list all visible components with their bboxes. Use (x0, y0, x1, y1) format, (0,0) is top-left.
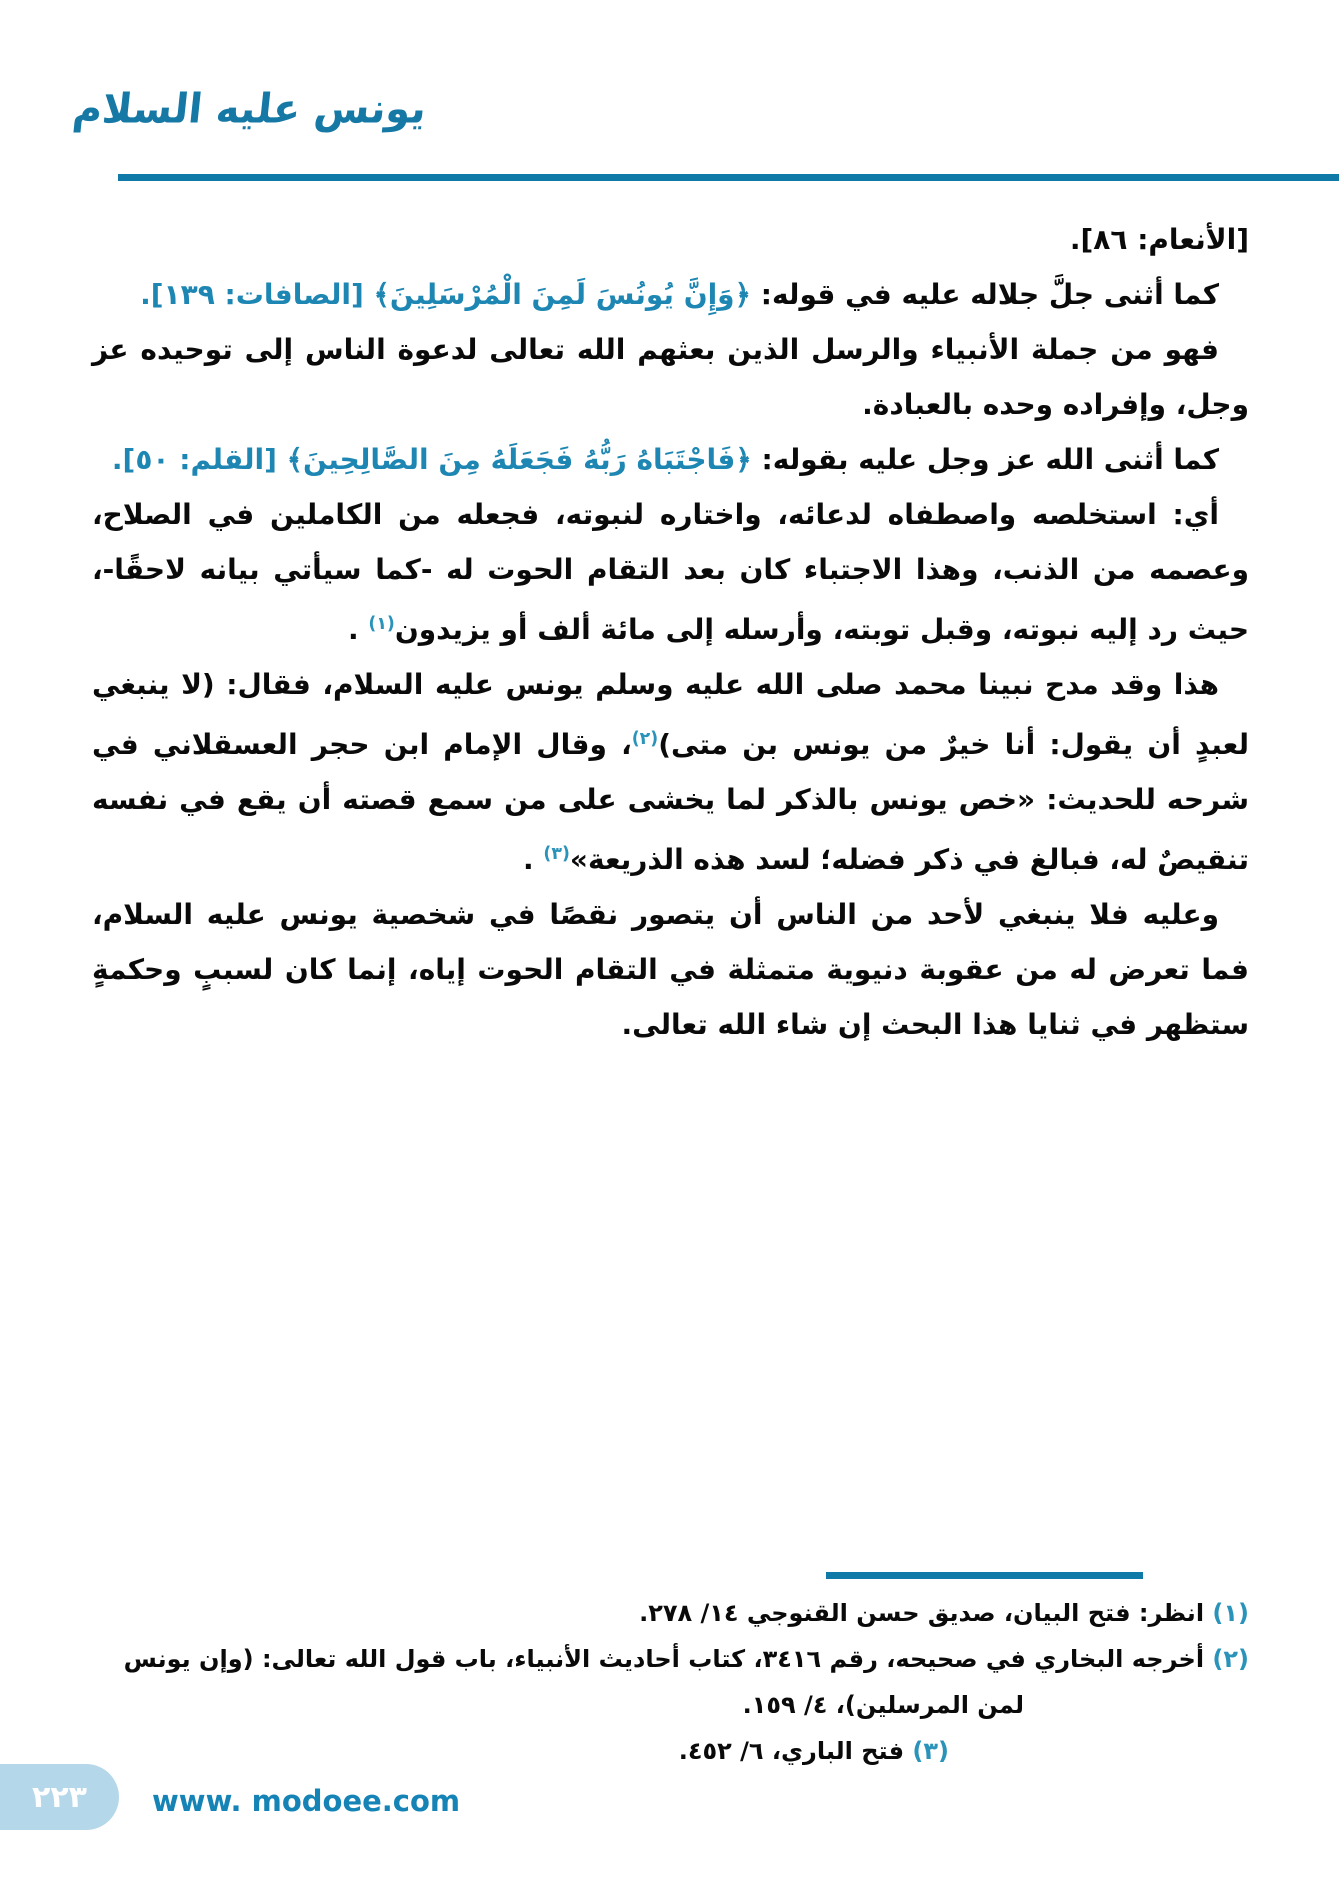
paragraph (92, 267, 1249, 322)
body-paragraphs (92, 212, 1249, 1052)
body-text-run: فهو من جملة الأنبياء والرسل الذين بعثهم الله تعالى لدعوة الناس إلى توحيده عز وجل، وإفراده وحده بالعبادة. (92, 333, 1249, 421)
footnote-line (92, 1728, 1249, 1774)
footnote-ref: (١) (368, 614, 395, 634)
body-text-run: وعليه فلا ينبغي لأحد من الناس أن يتصور نقصًا في شخصية يونس عليه السلام، فما تعرض له من عقوبة دنيوية متمثلة في التقام الحوت إياه، إنما كان لسببٍ وحكمةٍ ستظهر في ثنايا هذا البحث إن شاء الله تعالى. (92, 898, 1249, 1041)
footnote-number: (٢) (1212, 1645, 1249, 1673)
paragraph (92, 657, 1249, 887)
footnote-text: أخرجه البخاري في صحيحه، رقم ٣٤١٦، كتاب أحاديث الأنبياء، باب قول الله تعالى: (وإن يونس (123, 1645, 1205, 1673)
chapter-title: يونس عليه السلام (70, 85, 429, 133)
page-number-badge (0, 1764, 119, 1830)
footnote-number: (٣) (912, 1737, 949, 1765)
body-text-run: . (523, 843, 544, 876)
body-text-run: ، وقال الإمام ابن حجر العسقلاني في شرحه للحديث: «خص يونس بالذكر لما يخشى على من سمع قصته أن يقع في نفسه تنقيصٌ له، فبالغ في ذكر فضله؛ لسد هذه الذريعة» (92, 728, 1249, 876)
body-text-run: . (347, 613, 369, 646)
footnote-line (92, 1682, 1249, 1728)
body-text-run: هذا وقد مدح نبينا محمد صلى الله عليه وسلم يونس عليه السلام، فقال: (لا ينبغي لعبدٍ أن يقول: أنا خيرٌ من يونس بن متى) (92, 668, 1249, 761)
body-text-run: [الأنعام: ٨٦]. (1069, 223, 1249, 256)
header-rule (118, 174, 1339, 181)
footnote-number: (١) (1212, 1599, 1249, 1627)
quran-verse: ﴿فَاجْتَبَاهُ رَبُّهُ فَجَعَلَهُ مِنَ الصَّالِحِينَ﴾ (286, 443, 752, 476)
footnotes-list (92, 1590, 1249, 1774)
website-link[interactable]: www. modoee.com (152, 1784, 461, 1818)
body-text-run: كما أثنى الله عز وجل عليه بقوله: (751, 443, 1219, 476)
footnote-text: انظر: فتح البيان، صديق حسن القنوجي ١٤/ ٢٧٨. (639, 1599, 1205, 1627)
paragraph (92, 212, 1249, 267)
paragraph (92, 322, 1249, 432)
footnote-ref: (٣) (543, 844, 570, 864)
paragraph (92, 887, 1249, 1052)
footnote-text: فتح الباري، ٦/ ٤٥٢. (678, 1737, 905, 1765)
body-text-run: أي: استخلصه واصطفاه لدعائه، واختاره لنبوته، فجعله من الكاملين في الصلاح، وعصمه من الذنب، وهذا الاجتباء كان بعد التقام الحوت له -كما سيأتي بيانه لاحقًا-، حيث رد إليه نبوته، وقبل توبته، وأرسله إلى مائة ألف أو يزيدون (92, 498, 1249, 646)
verse-citation: [القلم: ٥٠]. (111, 443, 287, 476)
verse-citation: [الصافات: ١٣٩]. (140, 278, 374, 311)
footnote-line (92, 1636, 1249, 1682)
footnote-separator (826, 1572, 1143, 1579)
page-number: ٢٢٣ (32, 1779, 87, 1815)
quran-verse: ﴿وَإِنَّ يُونُسَ لَمِنَ الْمُرْسَلِينَ﴾ (373, 278, 751, 311)
footnote-ref: (٢) (631, 729, 659, 749)
body-text-run: كما أثنى جلَّ جلاله عليه في قوله: (751, 278, 1219, 311)
paragraph (92, 432, 1249, 487)
footnote-line (92, 1590, 1249, 1636)
paragraph (92, 487, 1249, 657)
footnote-text: لمن المرسلين)، ٤/ ١٥٩. (742, 1691, 1024, 1719)
